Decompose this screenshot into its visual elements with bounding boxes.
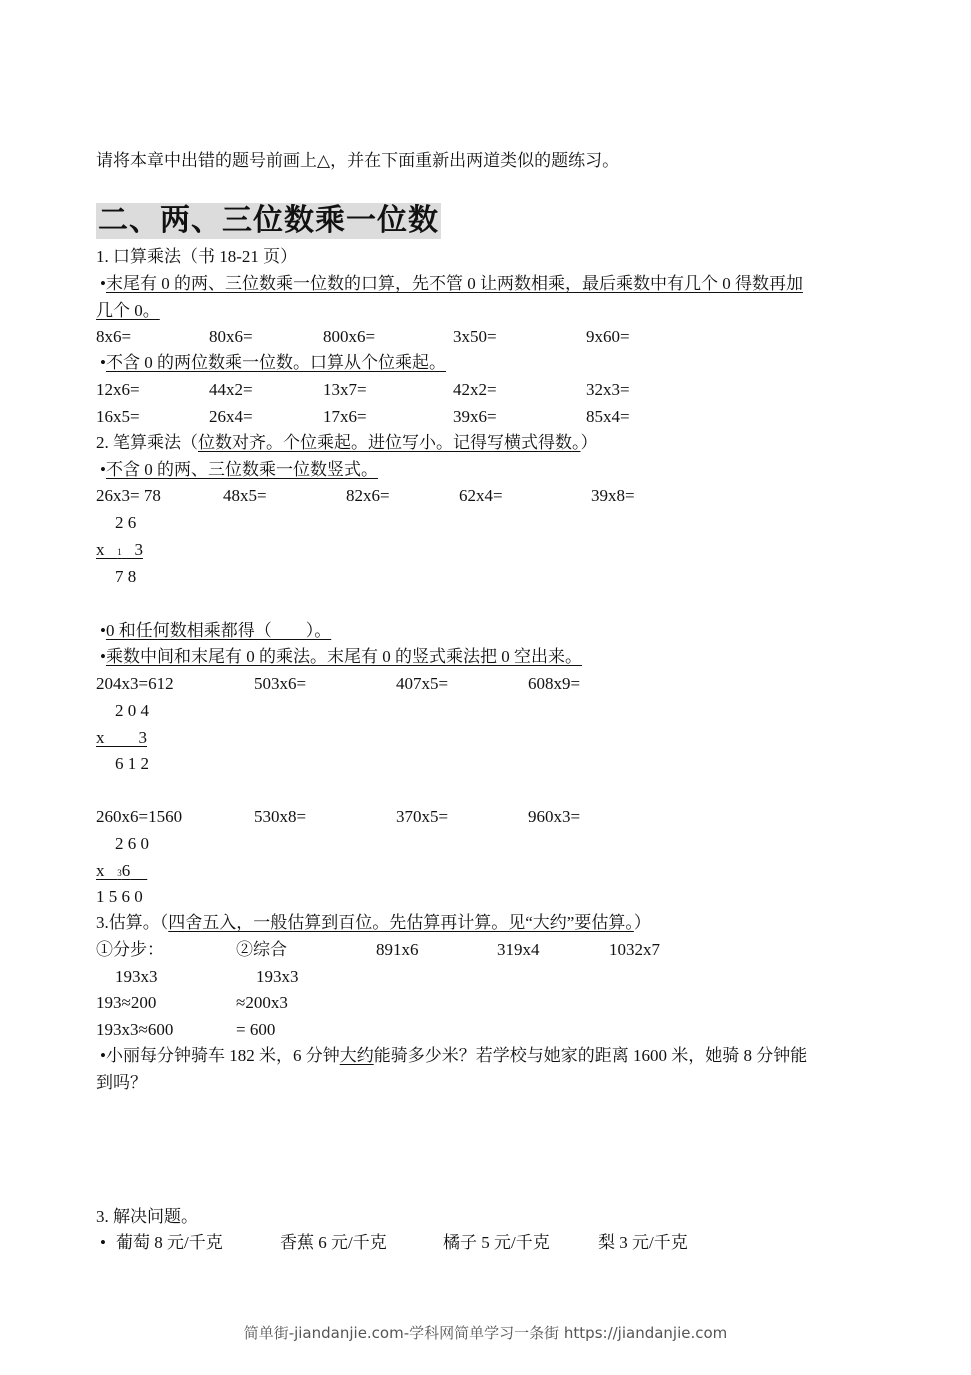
bullet: • <box>100 1233 106 1252</box>
multiplier-digit: 3 <box>134 540 143 559</box>
calc-item: 9x60= <box>586 327 630 346</box>
estimate-item: 319x4 <box>497 940 540 959</box>
vertical-calc-top: 2 0 4 <box>115 701 149 720</box>
calc-item: 800x6= <box>323 327 376 346</box>
calc-item: 260x6=1560 <box>96 807 183 826</box>
calc-item: 32x3= <box>586 380 630 399</box>
vertical-calc-multiplier <box>96 727 152 749</box>
carry-digit: 1 <box>117 547 122 557</box>
estimate-item: ≈200x3 <box>236 993 288 1012</box>
problem-text: 能骑多少米？若学校与她家的距离 1600 米，她骑 8 分钟能 <box>373 1046 808 1065</box>
problem-text: 小丽每分钟骑车 182 米，6 分钟 <box>105 1046 340 1065</box>
estimate-item: ①分步： <box>96 940 164 959</box>
calc-item: 12x6= <box>96 380 140 399</box>
vertical-calc-top: 2 6 <box>115 513 137 532</box>
carry-digit: 3 <box>117 868 122 878</box>
word-problem <box>100 1045 807 1067</box>
part2-note1 <box>100 459 378 481</box>
calc-item: 62x4= <box>459 486 503 505</box>
heading-prefix: 3.估算。（ <box>96 913 169 932</box>
part4-heading: 3. 解决问题。 <box>96 1207 198 1226</box>
note-text: 不含 0 的两、三位数乘一位数竖式。 <box>105 460 378 479</box>
estimate-item: 193x3 <box>256 967 299 986</box>
part2-note3 <box>100 646 582 668</box>
price-item: 葡萄 8 元/千克 <box>116 1233 223 1252</box>
heading-suffix: ） <box>633 913 651 932</box>
problem-underlined: 大约 <box>339 1046 374 1065</box>
intro-text: 请将本章中出错的题号前画上△，并在下面重新出两道类似的题练习。 <box>96 151 620 170</box>
calc-item: 85x4= <box>586 407 630 426</box>
part1-note1-cont: 几个 0。 <box>96 301 160 320</box>
bullet: • <box>100 1046 106 1065</box>
part2-note2 <box>100 620 331 642</box>
bullet: • <box>100 460 106 479</box>
price-item: 梨 3 元/千克 <box>598 1233 688 1252</box>
part1-heading: 1. 口算乘法（书 18-21 页） <box>96 247 298 266</box>
bullet: • <box>100 353 106 372</box>
part1-note1 <box>100 273 803 295</box>
note-text: 0 和任何数相乘都得（ ）。 <box>105 621 332 640</box>
times-sign: x <box>96 861 105 880</box>
estimate-item: 193x3 <box>115 967 158 986</box>
calc-item: 13x7= <box>323 380 367 399</box>
calc-item: 39x8= <box>591 486 635 505</box>
vertical-calc-multiplier <box>96 539 155 563</box>
calc-item: 370x5= <box>396 807 449 826</box>
calc-item: 3x50= <box>453 327 497 346</box>
calc-item: 530x8= <box>254 807 307 826</box>
bullet: • <box>100 621 106 640</box>
note-text: 不含 0 的两位数乘一位数。口算从个位乘起。 <box>105 353 446 372</box>
estimate-item: ②综合 <box>236 940 287 959</box>
price-item: 橘子 5 元/千克 <box>443 1233 550 1252</box>
vertical-calc-result: 6 1 2 <box>115 754 149 773</box>
vertical-calc-multiplier <box>96 860 153 884</box>
calc-item: 503x6= <box>254 674 307 693</box>
calc-item: 608x9= <box>528 674 581 693</box>
calc-item: 16x5= <box>96 407 140 426</box>
word-problem-cont: 到吗？ <box>96 1073 147 1092</box>
heading-underlined: 四舍五入，一般估算到百位。先估算再计算。见“大约”要估算。 <box>168 913 634 932</box>
heading-underlined: 位数对齐。个位乘起。进位写小。记得写横式得数。 <box>198 433 581 452</box>
calc-item: 26x4= <box>209 407 253 426</box>
estimate-item: 193x3≈600 <box>96 1020 174 1039</box>
calc-item: 80x6= <box>209 327 253 346</box>
part1-note2 <box>100 352 446 374</box>
calc-item: 960x3= <box>528 807 581 826</box>
part2-heading <box>96 432 598 454</box>
bullet: • <box>100 274 106 293</box>
multiplier-digit: 3 <box>138 728 147 747</box>
bullet: • <box>100 647 106 666</box>
calc-item: 204x3=612 <box>96 674 174 693</box>
footer-watermark: 简单街-jiandanjie.com-学科网简单学习一条街 https://jiandanjie.com <box>243 1324 728 1342</box>
calc-item: 39x6= <box>453 407 497 426</box>
vertical-calc-result: 7 8 <box>115 567 137 586</box>
estimate-item: 1032x7 <box>609 940 660 959</box>
note-text: 乘数中间和末尾有 0 的乘法。末尾有 0 的竖式乘法把 0 空出来。 <box>105 647 582 666</box>
estimate-item: = 600 <box>236 1020 276 1039</box>
estimate-item: 891x6 <box>376 940 419 959</box>
multiplier-digit: 6 <box>121 861 131 880</box>
calc-item: 48x5= <box>223 486 267 505</box>
calc-item: 82x6= <box>346 486 390 505</box>
calc-item: 407x5= <box>396 674 449 693</box>
heading-prefix: 2. 笔算乘法（ <box>96 433 198 452</box>
section-title: 二、两、三位数乘一位数 <box>98 203 439 238</box>
calc-item: 42x2= <box>453 380 497 399</box>
calc-item: 26x3= 78 <box>96 486 161 505</box>
estimate-item: 193≈200 <box>96 993 157 1012</box>
part3-heading <box>96 912 651 934</box>
price-item: 香蕉 6 元/千克 <box>280 1233 387 1252</box>
heading-suffix: ） <box>580 433 598 452</box>
calc-item: 8x6= <box>96 327 132 346</box>
calc-item: 44x2= <box>209 380 253 399</box>
note-text: 末尾有 0 的两、三位数乘一位数的口算，先不管 0 让两数相乘，最后乘数中有几个 0 得数再加 <box>105 274 803 293</box>
times-sign: x <box>96 540 105 559</box>
vertical-calc-top: 2 6 0 <box>115 834 149 853</box>
calc-item: 17x6= <box>323 407 367 426</box>
vertical-calc-result: 1 5 6 0 <box>96 887 143 906</box>
times-sign: x <box>96 728 105 747</box>
